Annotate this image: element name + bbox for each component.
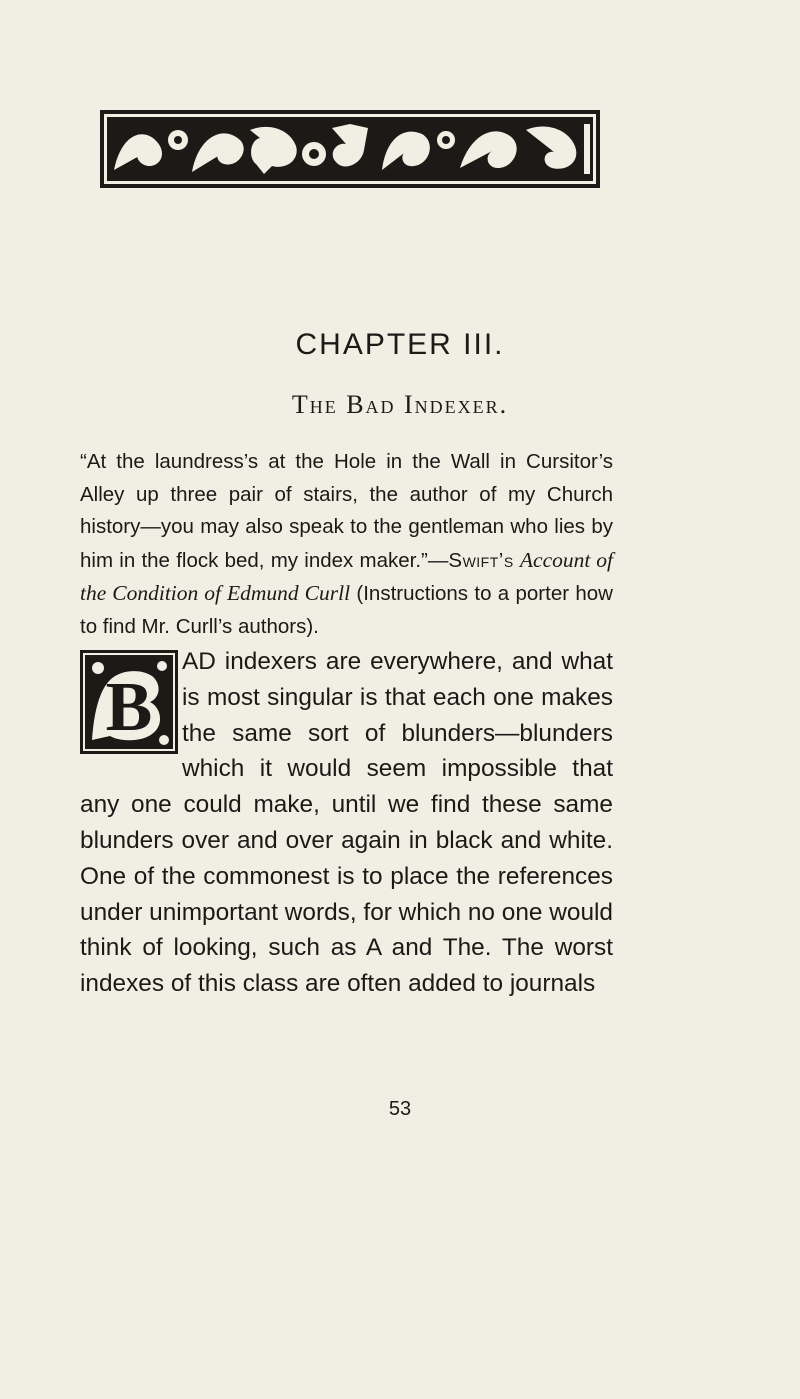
epigraph <box>80 446 613 643</box>
dropcap-letter: B <box>105 669 153 746</box>
headpiece-ornament-icon <box>100 110 600 188</box>
body-text: AD indexers are everywhere, and what is most singular is that each one makes the same sort of blunders—blunders which it would seem impossible that any one could make, until we find these same blunders over and over again in black and white. One of the commonest is to place the references under unimportant words, for which no one would think of looking, such as A and The. The worst indexes of this class are often added to journals <box>80 648 613 998</box>
chapter-title: The Bad Indexer. <box>291 390 509 419</box>
epigraph-source-author: Swift’s <box>448 548 514 572</box>
epigraph-quote: “At the laundress’s at the Hole in the Wall in Cursitor’s Alley up three pair of stairs, the author of my Church history—you may also speak to the gentleman who lies by him in the flock bed, my index maker.”— <box>80 450 613 572</box>
epigraph-source-note: (Instructions to a porter how to find Mr. Curll’s authors). <box>80 582 613 638</box>
chapter-heading: CHAPTER III. <box>295 328 505 361</box>
body-paragraph <box>80 644 613 1002</box>
dropcap-ornament-icon <box>80 650 178 754</box>
dropcap <box>80 650 178 778</box>
ornamental-headpiece <box>100 110 600 188</box>
epigraph-source-work-title: Account of the Condition of Edmund Curll <box>80 547 614 605</box>
page-number: 53 <box>388 1098 412 1120</box>
